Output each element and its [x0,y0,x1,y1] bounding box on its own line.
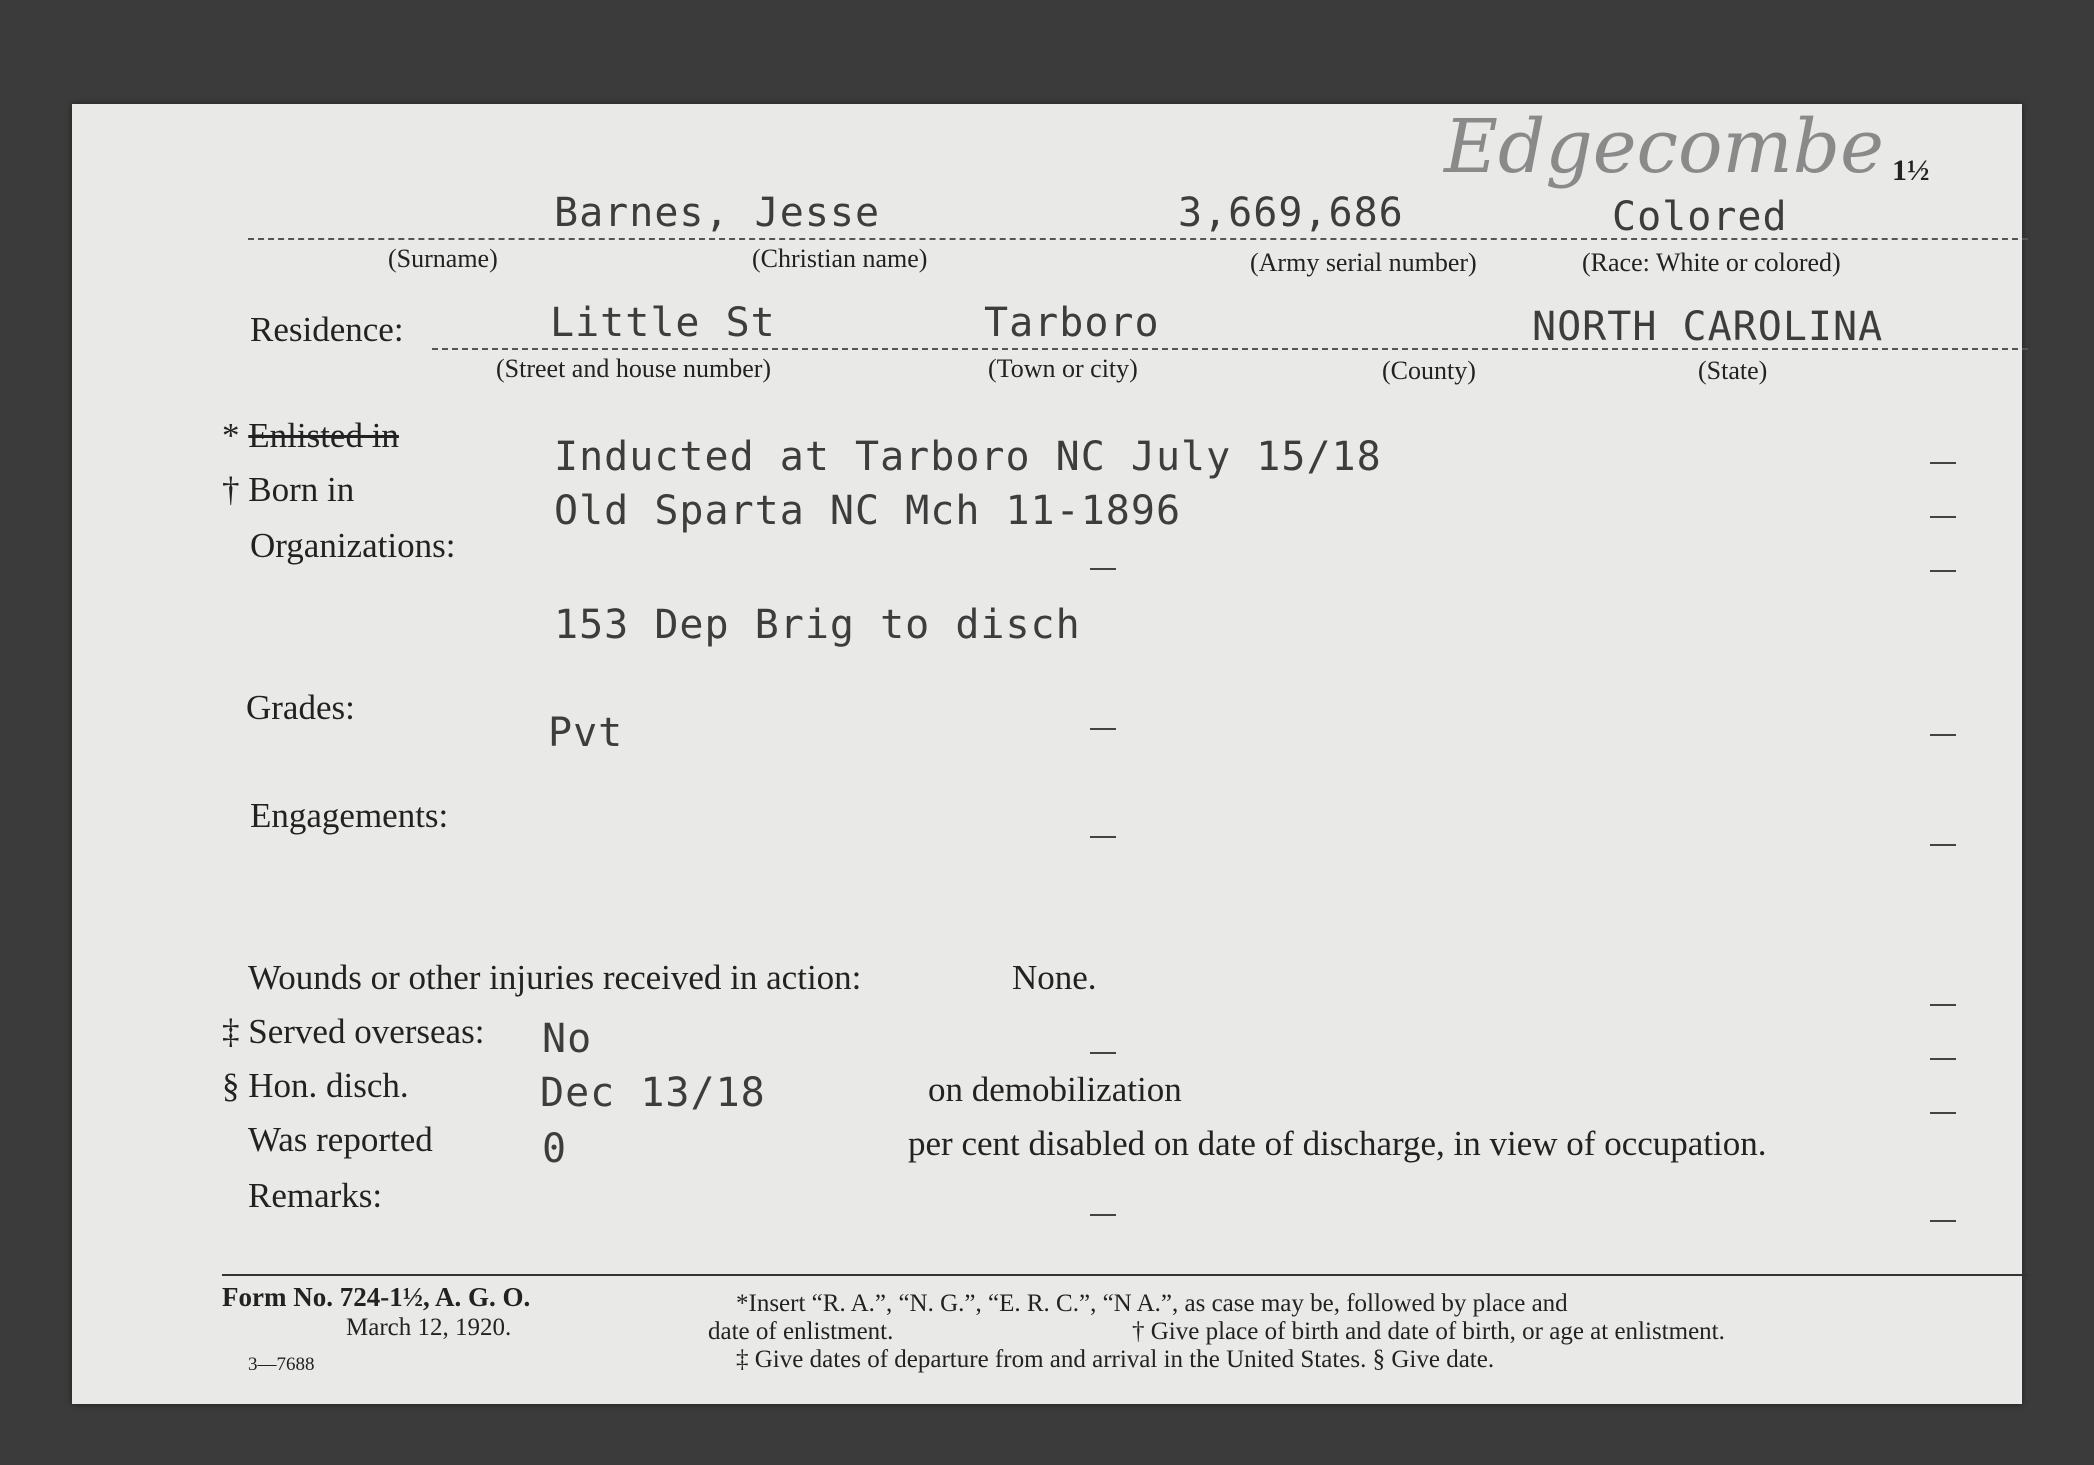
town-label: (Town or city) [988,354,1138,383]
enlisted-label: Enlisted in [248,416,399,455]
surname-value: Barnes, Jesse [554,190,881,236]
dash-mark [1930,462,1956,464]
corner-number: 1½ [1892,154,1930,187]
residence-line [432,348,2028,350]
christian-name-label: (Christian name) [752,244,928,273]
dash-mark [1930,570,1956,572]
hon-disch-row-label [222,1066,409,1106]
dash-mark [1090,1214,1116,1216]
footnote-line-1: *Insert “R. A.”, “N. G.”, “E. R. C.”, “N A.”, as case may be, followed by place and [736,1290,1568,1317]
born-row-label [222,470,354,510]
dash-mark [1090,568,1116,570]
hon-mark: § [222,1066,240,1105]
enlisted-row-label [222,416,399,456]
county-handwriting: Edgecombe [1444,104,1884,190]
overseas-label: Served overseas: [248,1012,485,1051]
street-label: (Street and house number) [496,354,772,383]
born-mark: † [222,470,240,509]
born-value: Old Sparta NC Mch 11-1896 [554,488,1182,534]
enlisted-mark: * [222,416,240,455]
dash-mark [1930,516,1956,518]
organizations-label: Organizations: [250,526,456,565]
dash-mark [1090,728,1116,730]
engagements-label: Engagements: [250,796,449,835]
surname-label: (Surname) [388,244,498,273]
organizations-value: 153 Dep Brig to disch [554,602,1081,648]
hon-disch-value: Dec 13/18 [540,1070,766,1116]
grades-value: Pvt [548,710,624,756]
dash-mark [1930,1004,1956,1006]
hon-disch-suffix: on demobilization [928,1070,1182,1109]
footnote-line-2a: date of enlistment. [708,1318,894,1345]
wounds-value: None. [1012,958,1097,997]
wounds-label: Wounds or other injuries received in action: [248,958,862,997]
state-label: (State) [1698,356,1768,385]
service-card [72,104,2022,1404]
overseas-row-label [222,1012,484,1052]
town-value: Tarboro [984,300,1160,346]
dash-mark [1930,1058,1956,1060]
dash-mark [1930,1220,1956,1222]
dash-mark [1930,734,1956,736]
reported-suffix: per cent disabled on date of discharge, in view of occupation. [908,1124,1767,1163]
serial-value: 3,669,686 [1178,190,1404,236]
grades-label: Grades: [246,688,355,727]
dash-mark [1930,844,1956,846]
reported-label: Was reported [248,1120,433,1159]
reported-value: 0 [542,1126,568,1172]
footnote-line-3: ‡ Give dates of departure from and arrival in the United States. § Give date. [736,1346,1495,1373]
race-label: (Race: White or colored) [1582,248,1841,277]
street-value: Little St [550,300,776,346]
serial-label: (Army serial number) [1250,248,1477,277]
county-label: (County) [1382,356,1476,385]
enlisted-value: Inducted at Tarboro NC July 15/18 [554,434,1382,480]
footer-rule [222,1274,2028,1276]
overseas-value: No [542,1016,593,1062]
overseas-mark: ‡ [222,1012,240,1051]
form-number: Form No. 724-1½, A. G. O. [222,1282,531,1312]
residence-label: Residence: [250,310,404,349]
form-date: March 12, 1920. [346,1314,512,1341]
state-value: NORTH CAROLINA [1532,304,1884,350]
race-value: Colored [1612,194,1788,240]
footnote-line-2b: † Give place of birth and date of birth, or age at enlistment. [1132,1318,1725,1345]
dash-mark [1090,1052,1116,1054]
dash-mark [1930,1112,1956,1114]
print-code: 3—7688 [248,1354,315,1375]
born-label: Born in [248,470,355,509]
hon-label: Hon. disch. [248,1066,409,1105]
remarks-label: Remarks: [248,1176,383,1215]
dash-mark [1090,836,1116,838]
name-line [248,238,2028,240]
